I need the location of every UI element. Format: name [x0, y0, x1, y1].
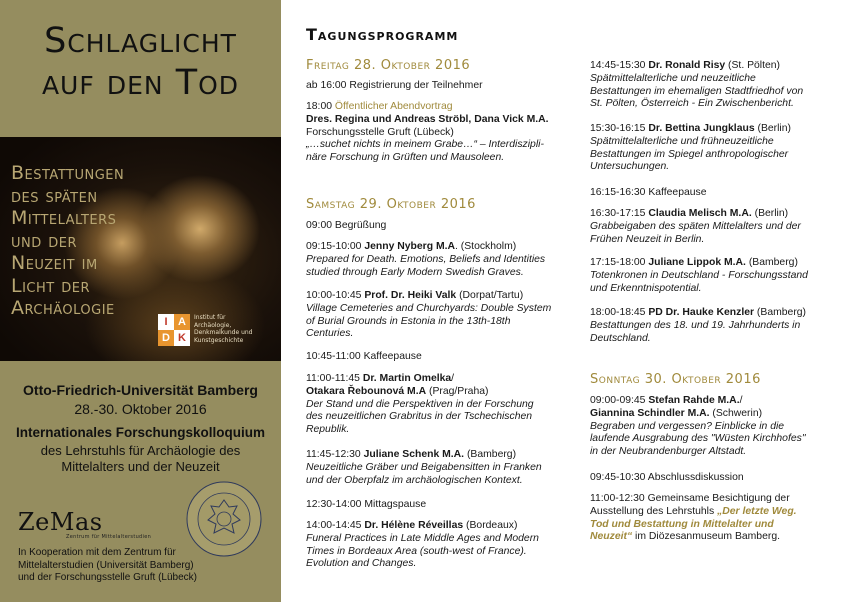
talk-title: Spätmittelalterliche und neuzeitliche [590, 72, 756, 84]
friday-registration [306, 80, 578, 93]
talk-title: St. Pölten, Österreich - Ein Zwischenbericht. [590, 98, 794, 110]
speaker: Prof. Dr. Heiki Valk [364, 290, 457, 301]
speaker: Claudia Melisch M.A. [648, 208, 752, 219]
lunch-break: 12:30-14:00 Mittagspause [306, 499, 427, 510]
colloquium-description [10, 443, 271, 475]
talk-entry [590, 307, 840, 345]
coffee-break: 10:45-11:00 Kaffeepause [306, 351, 422, 362]
talk-title: Republik. [306, 424, 350, 436]
talk-title: Prepared for Death. Emotions, Beliefs and Identities [306, 253, 546, 265]
talk-entry [590, 395, 840, 459]
subtitle-line: Neuzeit im [11, 252, 98, 274]
talk-title: Bestattungen des 18. und 19. Jahrhunderts in [590, 319, 801, 331]
speaker: Stefan Rahde M.A. [648, 395, 740, 406]
left-panel [0, 0, 281, 602]
subtitle-line: Bestattungen [11, 162, 125, 184]
talk-title: des neuzeitlichen Grabritus in der Tschechischen [306, 411, 533, 423]
lecture-title: Öffentlicher Abendvortrag [334, 101, 453, 112]
colloquium-desc-line: des Lehrstuhls für Archäologie des [40, 443, 241, 458]
affiliation: (St. Pölten) [725, 60, 781, 71]
subtitle-line: Licht der [11, 274, 91, 297]
iadk-letter: D [158, 330, 174, 346]
affiliation: (Prag/Praha) [426, 385, 489, 397]
talk-title: in der Neubrandenburger Altstadt. [590, 446, 747, 458]
zemas-caption: Zentrum für Mittelalterstudien [66, 534, 152, 540]
separator: / [451, 373, 455, 384]
cooperation-line: und der Forschungsstelle Gruft (Lübeck) [18, 572, 197, 583]
talk-title: Frühen Neuzeit in Berlin. [590, 233, 705, 245]
talk-title: Deutschland. [590, 332, 651, 344]
iadk-caption [194, 314, 279, 344]
affiliation: (Schwerin) [709, 407, 763, 419]
affiliation: (Berlin) [754, 123, 791, 134]
iadk-caption-line: Institut für [194, 314, 226, 321]
talk-title: „…suchet nichts in meinem Grabe…“ – Interdiszipli- [306, 139, 544, 151]
sunday-heading: Sonntag 30. Oktober 2016 [590, 372, 761, 387]
time: 16:30-17:15 [590, 208, 646, 219]
iadk-caption-line: Denkmalkunde und [194, 329, 253, 336]
time: 09:15-10:00 [306, 241, 362, 252]
speaker: Giannina Schindler M.A. [590, 407, 710, 419]
skull-photo [0, 137, 281, 361]
final-discussion: 09:45-10:30 Abschlussdiskussion [590, 472, 744, 483]
talk-title: Times in Bordeaux Area (south-west of France). [306, 545, 527, 557]
cooperation-note [18, 547, 268, 585]
affiliation: (Bordeaux) [463, 520, 518, 531]
talk-title: laufende Ausgrabung des "Wüsten Kirchhofes" [590, 433, 806, 445]
time: 18:00 [306, 101, 333, 112]
affiliation: (Bamberg) [745, 257, 798, 268]
coffee-break: 16:15-16:30 Kaffeepause [590, 187, 707, 198]
saturday-heading: Samstag 29. Oktober 2016 [306, 197, 476, 212]
iadk-letter: A [174, 314, 190, 330]
zemas-logo: ZeMas [18, 508, 103, 536]
exhibition-title: Tod und Bestattung in Mittelalter und [590, 518, 774, 530]
speaker: Juliane Schenk M.A. [363, 449, 465, 460]
affiliation: (Bamberg) [464, 449, 517, 460]
speaker: Jenny Nyberg M.A [364, 241, 456, 252]
subtitle-line: und der [11, 229, 78, 252]
cooperation-line: In Kooperation mit dem Zentrum für [18, 547, 176, 558]
event-text: Registrierung der Teilnehmer [349, 80, 483, 91]
friday-lecture [306, 101, 578, 165]
exhibition-title: „Der letzte Weg. [717, 505, 797, 517]
affiliation: (Berlin) [751, 208, 789, 219]
talk-title: Funeral Practices in Late Middle Ages and Modern [306, 532, 539, 544]
friday-heading: Freitag 28. Oktober 2016 [306, 58, 471, 73]
affiliation: . (Stockholm) [455, 241, 517, 252]
title-line-1: Schlaglicht [44, 21, 237, 61]
talk-entry [590, 257, 840, 295]
time: 09:00-09:45 [590, 395, 646, 406]
iadk-letter: I [158, 314, 174, 330]
subtitle-line: Archäologie [11, 297, 115, 319]
program-title: Tagungsprogramm [306, 25, 459, 44]
iadk-letter: K [174, 330, 190, 346]
speaker: Dr. Bettina Jungklaus [648, 123, 755, 134]
talk-title: Der Stand und die Perspektiven in der Forschung [306, 398, 534, 410]
talk-entry [306, 449, 578, 487]
talk-entry [590, 60, 840, 111]
subtitle-line: des späten [11, 184, 98, 207]
speaker: PD Dr. Hauke Kenzler [648, 307, 755, 318]
speaker: Otakara Řebounová M.A [306, 385, 427, 397]
talk-title: studied through Early Modern Swedish Graves. [306, 266, 524, 278]
museum-visit [590, 493, 840, 544]
speakers: Dres. Regina und Andreas Ströbl, Dana Vick M.A. [306, 113, 549, 125]
subtitle-line: Mittelalters [11, 207, 117, 229]
talk-title: Spätmittelalterliche und frühneuzeitliche [590, 135, 774, 147]
exhibition-title: Neuzeit“ [590, 531, 633, 543]
talk-entry [306, 520, 578, 571]
talk-title: Begraben und vergessen? Einblicke in die [590, 420, 785, 432]
talk-title: und Erkenntnispotential. [590, 282, 702, 294]
time: 10:00-10:45 [306, 290, 362, 301]
time: 17:15-18:00 [590, 257, 646, 268]
talk-title: of Burial Grounds in Estonia in the 13th-18th [306, 315, 511, 327]
cooperation-line: Mittelalterstudien (Universität Bamberg) [18, 559, 194, 571]
iadk-logo [158, 314, 190, 346]
visit-text: im Diözesanmuseum Bamberg. [632, 531, 780, 543]
talk-title: und der Oberpfalz im archäologischen Kontext. [306, 474, 523, 486]
saturday-greeting: 09:00 Begrüßung [306, 220, 387, 231]
speaker: Dr. Hélène Réveillas [364, 520, 464, 531]
talk-entry [590, 123, 840, 174]
time: 15:30-16:15 [590, 123, 646, 134]
talk-title: Untersuchungen. [590, 161, 670, 173]
talk-title: Neuzeitliche Gräber und Beigabensitten in Franken [306, 461, 542, 473]
talk-entry [306, 290, 578, 341]
affiliation: (Bamberg) [754, 307, 807, 318]
talk-title: Bestattungen im ehemaligen Stadtfriedhof von [590, 85, 804, 97]
time: 14:45-15:30 [590, 60, 646, 71]
time: 18:00-18:45 [590, 307, 646, 318]
talk-entry [306, 373, 578, 437]
speaker: Dr. Ronald Risy [648, 60, 726, 71]
title-line-2: auf den Tod [41, 63, 240, 103]
talk-title: Bestattungen im Spiegel anthropologischer [590, 148, 789, 160]
talk-title: Grabbeigaben des späten Mittelalters und der [590, 220, 801, 232]
time: 14:00-14:45 [306, 520, 362, 531]
separator: / [739, 395, 743, 406]
talk-title: Centuries. [306, 328, 354, 340]
main-title [0, 20, 281, 104]
iadk-caption-line: Kunstgeschichte [194, 336, 244, 344]
talk-title: Village Cemeteries and Churchyards: Double System [306, 302, 552, 314]
iadk-caption-line: Archäologie, [194, 321, 232, 329]
university-name: Otto-Friedrich-Universität Bamberg [23, 382, 258, 398]
talk-entry [590, 208, 840, 246]
visit-text: Ausstellung des Lehrstuhls [590, 505, 718, 517]
conference-dates: 28.-30. Oktober 2016 [74, 401, 207, 417]
affiliation: (Dorpat/Tartu) [456, 290, 524, 301]
affiliation: Forschungsstelle Gruft (Lübeck) [306, 126, 454, 138]
colloquium-title: Internationales Forschungskolloquium [15, 425, 266, 440]
talk-title: Totenkronen in Deutschland - Forschungsstand [590, 269, 808, 281]
talk-entry [306, 241, 578, 279]
speaker: Juliane Lippok M.A. [648, 257, 746, 268]
talk-title: Evolution and Changes. [306, 558, 417, 570]
time: ab 16:00 [306, 80, 347, 91]
subtitle [11, 162, 181, 320]
talk-title: näre Forschung in Grüften und Mausoleen. [306, 152, 505, 164]
speaker: Dr. Martin Omelka [362, 373, 452, 384]
time: 11:00-11:45 [306, 373, 360, 384]
visit-text: 11:00-12:30 Gemeinsame Besichtigung der [590, 493, 790, 504]
time: 11:45-12:30 [306, 449, 361, 460]
colloquium-desc-line: Mittelalters und der Neuzeit [61, 459, 220, 474]
